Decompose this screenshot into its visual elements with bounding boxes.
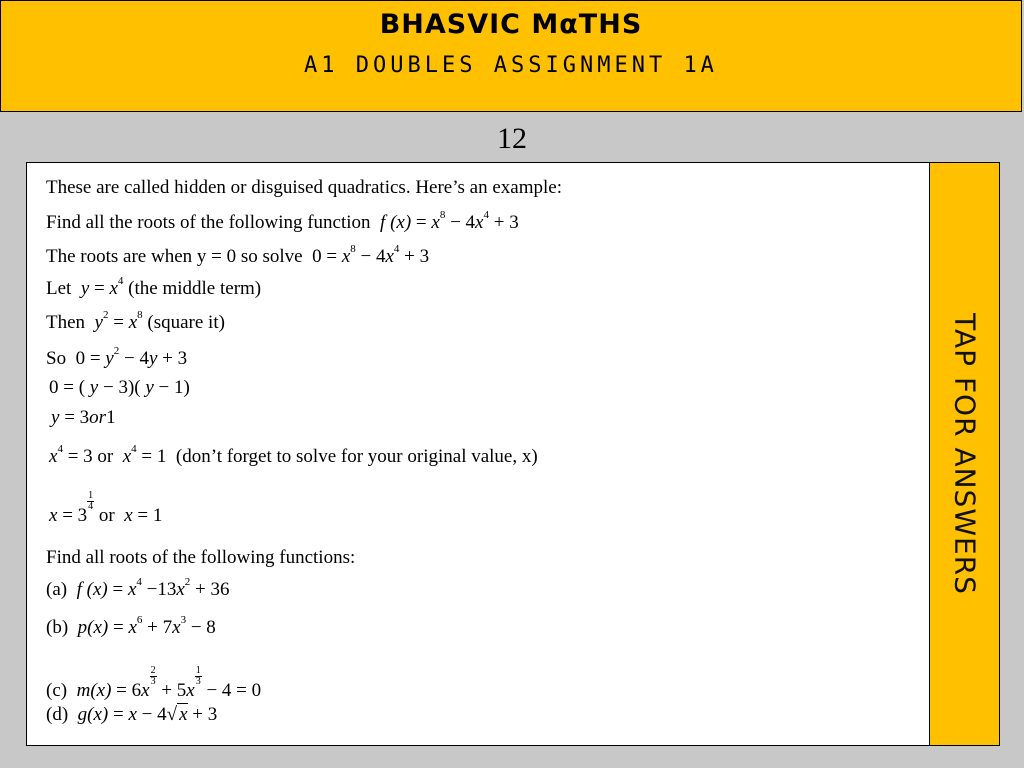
x4-solutions-line: $x^4 = 3$ or $x^4 = 1$ (don’t forget to solve for your original value, x) <box>49 443 538 467</box>
example-function-equation: f (x) <box>375 212 412 233</box>
slide-number: 12 <box>497 122 527 155</box>
label-a: (a) <box>46 579 68 600</box>
let-text: Let <box>46 278 72 299</box>
exercise-c: (c) m(x) = 6x $\frac{2}{3}$ + 5x $\frac{1}{3}$ − 4 = 0 <box>46 665 262 701</box>
label-b: (b) <box>46 617 69 638</box>
solve-line: The roots are when y = 0 so solve $0 = x^8 - 4x^4 + 3$ <box>46 243 430 267</box>
x-solutions-line: x = 3 $\frac{1}{4}$ or x = 1 <box>49 490 163 526</box>
content-panel <box>26 162 930 746</box>
find-roots-text: Find all the roots of the following function <box>46 212 371 233</box>
page-title: BHASVIC MαTHS <box>379 9 643 40</box>
quadratic-line: So $0 = y^2 - 4y + 3$ <box>46 345 188 369</box>
tap-for-answers-label: TAP FOR ANSWERS <box>948 313 981 595</box>
page-subtitle: A1 DOUBLES ASSIGNMENT 1A <box>304 53 718 78</box>
exercise-b: (b) $p(x) = x^6 + 7x^3 - 8$ <box>46 614 216 638</box>
label-c: (c) <box>46 680 68 701</box>
middle-term-text: (the middle term) <box>128 278 262 299</box>
or-text-2: or <box>98 505 115 526</box>
square-it-text: (square it) <box>147 312 225 333</box>
so-text: So <box>46 348 67 369</box>
then-text: Then <box>46 312 86 333</box>
tap-for-answers-button[interactable] <box>929 162 1000 746</box>
exercise-a: (a) f $(x) = x^4 -13x^2 + 36$ <box>46 576 230 600</box>
factorised-line: 0 = ( y − 3)( y − 1) <box>49 377 190 398</box>
y-solutions-line: y = 3or1 <box>51 407 116 428</box>
label-d: (d) <box>46 704 69 725</box>
square-line: Then $y^2 = x^8$ (square it) <box>46 309 225 333</box>
exercise-heading: Find all roots of the following functions: <box>46 547 356 568</box>
header-banner <box>0 0 1022 112</box>
roots-when-text: The roots are when y = 0 so solve <box>46 246 303 267</box>
reminder-text: (don’t forget to solve for your original value, x) <box>175 446 538 467</box>
example-function-line: Find all the roots of the following function f $(x) = x^8 - 4x^4 + 3$ <box>46 209 519 233</box>
exercise-d: (d) g(x) = x − 4√ x + 3 <box>46 704 218 725</box>
or-text: or <box>97 446 114 467</box>
intro-text: These are called hidden or disguised quadratics. Here’s an example: <box>46 177 562 198</box>
substitution-line: Let $y = x^4$ (the middle term) <box>46 275 262 299</box>
